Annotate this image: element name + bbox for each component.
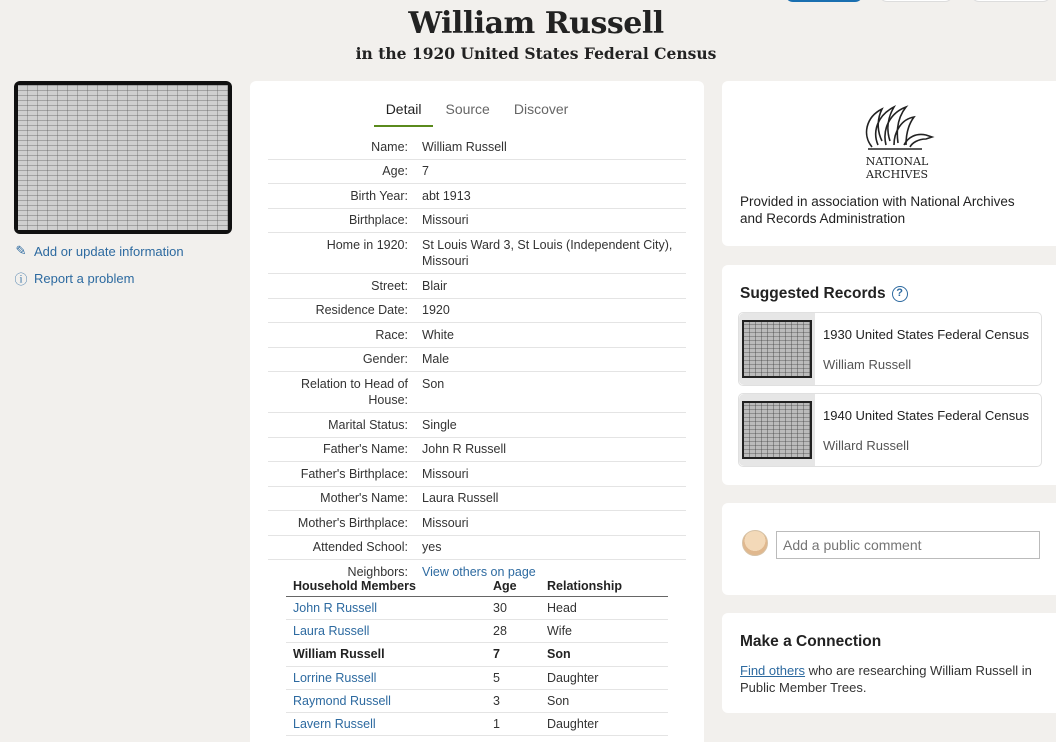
facts-table (268, 135, 686, 584)
fact-label: Race: (375, 327, 408, 342)
national-archives-logo (852, 95, 942, 185)
record-person: William Russell (823, 357, 912, 372)
col-age: Age (493, 579, 517, 593)
member-link[interactable]: Raymond Russell (293, 693, 391, 708)
household-table (286, 576, 668, 736)
fact-value: St Louis Ward 3, St Louis (Independent City), Missouri (422, 237, 673, 268)
household-row (286, 713, 668, 736)
member-relationship: Daughter (547, 670, 599, 685)
record-person: Willard Russell (823, 438, 909, 453)
fact-row (268, 438, 686, 463)
pencil-icon: ✎ (15, 243, 27, 258)
household-header (286, 576, 668, 597)
fact-value: Son (422, 376, 445, 391)
add-update-label: Add or update information (34, 243, 184, 259)
record-title: 1930 United States Federal Census (823, 327, 1029, 342)
fact-row (268, 511, 686, 536)
tab-detail[interactable]: Detail (374, 99, 434, 127)
member-age: 3 (493, 693, 500, 708)
member-age: 1 (493, 717, 500, 732)
member-link[interactable]: Lavern Russell (293, 717, 376, 732)
member-relationship: Daughter (547, 717, 599, 732)
fact-label: Marital Status: (328, 417, 408, 432)
fact-row (268, 233, 686, 274)
member-age: 28 (493, 624, 507, 639)
fact-label: Home in 1920: (326, 237, 408, 252)
fact-label: Attended School: (312, 540, 408, 554)
fact-value: yes (422, 540, 442, 554)
fact-row (268, 209, 686, 234)
fact-value: Male (422, 352, 450, 366)
fact-value: 1920 (422, 303, 450, 317)
suggested-records-title: Suggested Records (740, 285, 886, 302)
fact-row (268, 413, 686, 438)
connection-description: who are researching William Russell in Public Member Trees. (740, 663, 1032, 695)
fact-label: Mother's Name: (320, 491, 408, 505)
record-image-thumbnail[interactable] (14, 81, 232, 234)
fact-value: White (422, 327, 454, 342)
suggested-record-item[interactable] (738, 393, 1042, 467)
fact-label: Neighbors: (347, 564, 408, 579)
make-connection-card (722, 613, 1056, 713)
report-problem-label: Report a problem (34, 271, 135, 286)
member-link[interactable]: Lorrine Russell (293, 670, 377, 685)
member-age: 5 (493, 670, 500, 685)
avatar (742, 530, 768, 556)
tertiary-action-button[interactable] (971, 0, 1051, 2)
page-subtitle: in the 1920 United States Federal Census (355, 44, 717, 63)
member-age: 7 (493, 647, 500, 662)
fact-row (268, 135, 686, 160)
suggested-records-heading (740, 285, 908, 303)
report-problem-link[interactable] (14, 269, 134, 288)
household-row (286, 667, 668, 690)
fact-row (268, 536, 686, 561)
fact-row (268, 462, 686, 487)
census-page-image (18, 85, 228, 230)
member-age: 30 (493, 601, 507, 616)
fact-label: Father's Name: (322, 442, 408, 456)
member-name: William Russell (293, 647, 385, 662)
add-update-link[interactable] (14, 243, 184, 259)
secondary-action-button[interactable] (879, 0, 953, 2)
fact-value: Laura Russell (422, 491, 499, 505)
household-row (286, 620, 668, 643)
fact-label: Relation to Head of House: (300, 376, 408, 407)
fact-label: Birthplace: (348, 213, 408, 227)
suggested-records-card (722, 265, 1056, 485)
fact-row (268, 372, 686, 413)
tab-source[interactable]: Source (445, 101, 490, 117)
household-row-current (286, 643, 668, 666)
fact-row (268, 184, 686, 209)
fact-row (268, 160, 686, 185)
record-title: 1940 United States Federal Census (823, 408, 1029, 423)
make-connection-text (740, 662, 1044, 696)
view-neighbors-link[interactable]: View others on page (422, 564, 536, 579)
fact-label: Birth Year: (350, 188, 408, 203)
fact-label: Gender: (362, 352, 408, 366)
fact-label: Father's Birthplace: (300, 466, 408, 481)
fact-value: Single (422, 417, 457, 432)
col-relationship: Relationship (547, 579, 623, 593)
record-tabs (250, 99, 704, 127)
fact-value: abt 1913 (422, 188, 471, 203)
fact-value: Missouri (422, 213, 469, 227)
household-row (286, 597, 668, 620)
find-others-link[interactable]: Find others (740, 663, 806, 678)
national-archives-card (722, 81, 1056, 246)
fact-row (268, 299, 686, 324)
make-connection-title: Make a Connection (740, 633, 882, 650)
member-relationship: Head (547, 601, 577, 616)
member-relationship: Son (547, 647, 571, 662)
fact-value: Blair (422, 278, 448, 293)
tab-discover[interactable]: Discover (513, 101, 569, 117)
fact-value: Missouri (422, 466, 469, 481)
record-thumbnail (739, 394, 815, 466)
fact-value: John R Russell (422, 442, 507, 456)
member-link[interactable]: Laura Russell (293, 624, 370, 639)
member-relationship: Son (547, 693, 570, 708)
member-link[interactable]: John R Russell (293, 601, 378, 616)
suggested-record-item[interactable] (738, 312, 1042, 386)
fact-label: Name: (371, 139, 408, 154)
fact-row (268, 348, 686, 373)
logo-text-archives: ARCHIVES (865, 168, 929, 181)
fact-label: Age: (382, 164, 408, 178)
archives-attribution: Provided in association with National Archives and Records Administration (740, 194, 1015, 226)
primary-action-button[interactable] (785, 0, 863, 2)
col-members: Household Members (293, 579, 416, 593)
member-relationship: Wife (547, 624, 572, 639)
info-circle-icon: ⓘ (14, 272, 28, 287)
fact-row (268, 487, 686, 512)
fact-value: 7 (422, 164, 429, 178)
household-row (286, 690, 668, 713)
record-thumbnail (739, 313, 815, 385)
fact-value: William Russell (422, 139, 507, 154)
help-icon[interactable]: ? (892, 286, 908, 302)
fact-label: Mother's Birthplace: (297, 515, 408, 530)
comment-card (722, 503, 1056, 595)
page-title: William Russell (408, 6, 664, 41)
fact-label: Street: (371, 278, 408, 293)
logo-text-national: NATIONAL (865, 155, 929, 168)
public-comment-input[interactable] (776, 531, 1040, 559)
fact-row (268, 323, 686, 348)
fact-label: Residence Date: (315, 303, 408, 317)
record-detail-panel (250, 81, 704, 742)
fact-row (268, 274, 686, 299)
fact-value: Missouri (422, 515, 469, 530)
